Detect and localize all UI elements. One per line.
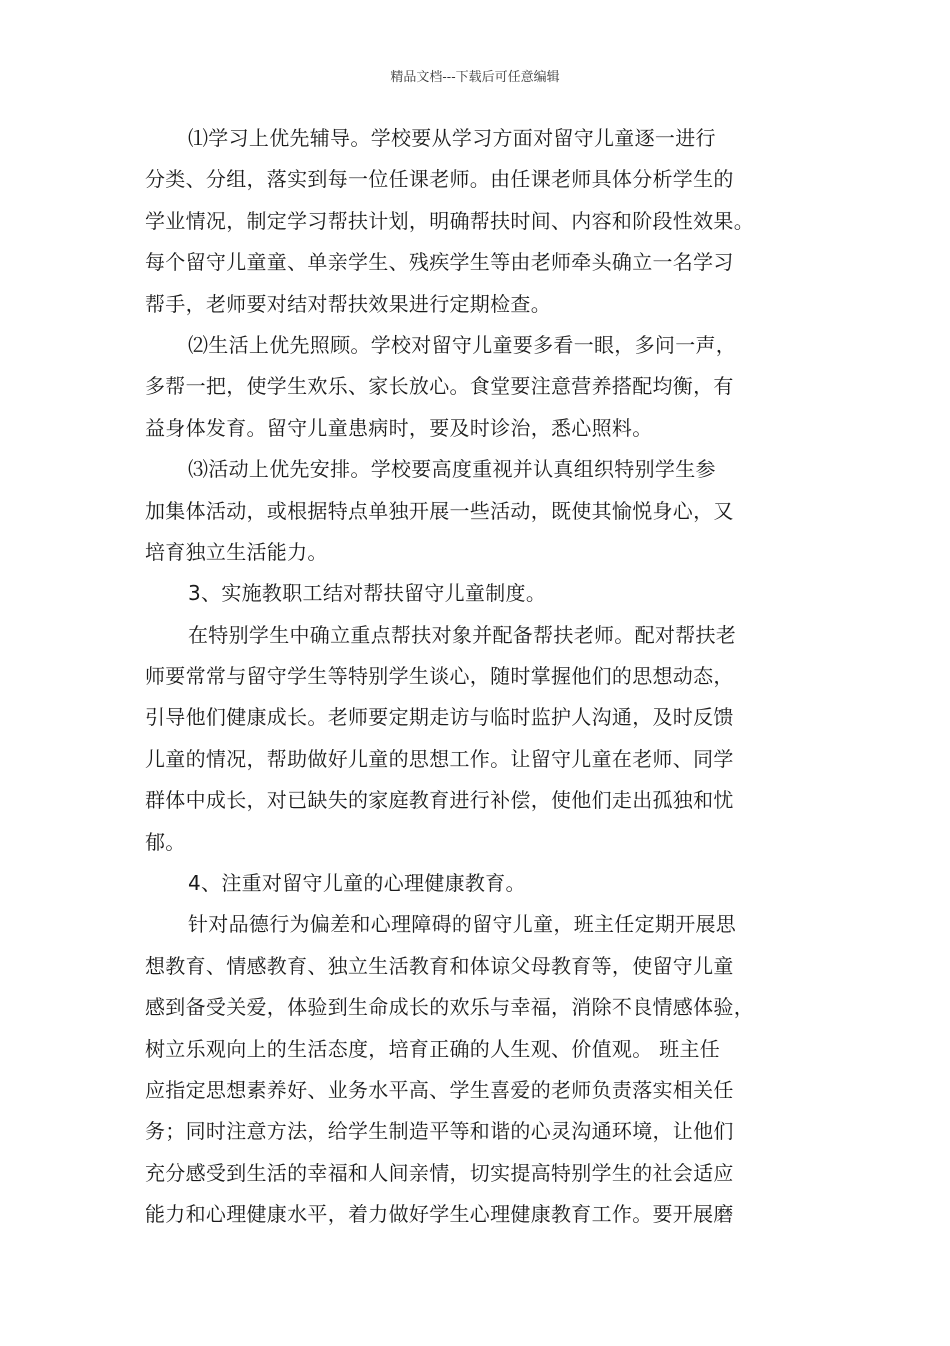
paragraph-first-line: ⑶活动上优先安排。学校要高度重视并认真组织特别学生参 [188, 457, 716, 482]
paragraph-line: 培育独立生活能力。 [145, 539, 328, 564]
paragraph-first-line: 3、实施教职工结对帮扶留守儿童制度。 [188, 581, 547, 606]
paragraph-line: 加集体活动，或根据特点单独开展一些活动，既使其愉悦身心，又 [145, 498, 734, 523]
paragraph-line: 儿童的情况，帮助做好儿童的思想工作。让留守儿童在老师、同学 [145, 746, 734, 771]
paragraph-line: 群体中成长，对已缺失的家庭教育进行补偿，使他们走出孤独和忧 [145, 788, 734, 813]
paragraph-line: 学业情况，制定学习帮扶计划，明确帮扶时间、内容和阶段性效果。 [145, 208, 754, 233]
paragraph-line: 应指定思想素养好、业务水平高、学生喜爱的老师负责落实相关任 [145, 1077, 734, 1102]
paragraph-line: 感到备受关爱，体验到生命成长的欢乐与幸福，消除不良情感体验， [145, 995, 754, 1020]
paragraph-line: 郁。 [145, 829, 186, 854]
paragraph-line: 师要常常与留守学生等特别学生谈心，随时掌握他们的思想动态， [145, 664, 734, 689]
document-body [145, 118, 809, 1236]
paragraph-first-line: ⑴学习上优先辅导。学校要从学习方面对留守儿童逐一进行 [188, 126, 716, 150]
paragraph-first-line: 针对品德行为偏差和心理障碍的留守儿童，班主任定期开展思 [188, 912, 737, 937]
paragraph-line: 树立乐观向上的生活态度，培育正确的人生观、价值观。 班主任 [145, 1036, 721, 1061]
page-header: 精品文档---下载后可任意编辑 [390, 70, 560, 85]
paragraph-line: 能力和心理健康水平，着力做好学生心理健康教育工作。要开展磨 [145, 1202, 734, 1227]
paragraph-line: 每个留守儿童童、单亲学生、残疾学生等由老师牵头确立一名学习 [145, 250, 734, 275]
paragraph-line: 分类、分组，落实到每一位任课老师。由任课老师具体分析学生的 [145, 167, 734, 192]
paragraph-line: 帮手，老师要对结对帮扶效果进行定期检查。 [145, 291, 551, 316]
paragraph-line: 引导他们健康成长。老师要定期走访与临时监护人沟通，及时反馈 [145, 705, 734, 730]
paragraph-line: 想教育、情感教育、独立生活教育和体谅父母教育等，使留守儿童 [145, 953, 734, 978]
paragraph-line: 多帮一把，使学生欢乐、家长放心。食堂要注意营养搭配均衡，有 [145, 374, 734, 399]
paragraph-line: 务；同时注意方法，给学生制造平等和谐的心灵沟通环境，让他们 [145, 1119, 734, 1144]
paragraph-line: 益身体发育。留守儿童患病时，要及时诊治，悉心照料。 [145, 415, 653, 440]
paragraph-line: 充分感受到生活的幸福和人间亲情，切实提高特别学生的社会适应 [145, 1160, 734, 1185]
paragraph-first-line: 4、注重对留守儿童的心理健康教育。 [188, 871, 526, 896]
paragraph-first-line: 在特别学生中确立重点帮扶对象并配备帮扶老师。配对帮扶老 [188, 622, 737, 647]
paragraph-first-line: ⑵生活上优先照顾。学校对留守儿童要多看一眼，多问一声， [188, 332, 737, 357]
